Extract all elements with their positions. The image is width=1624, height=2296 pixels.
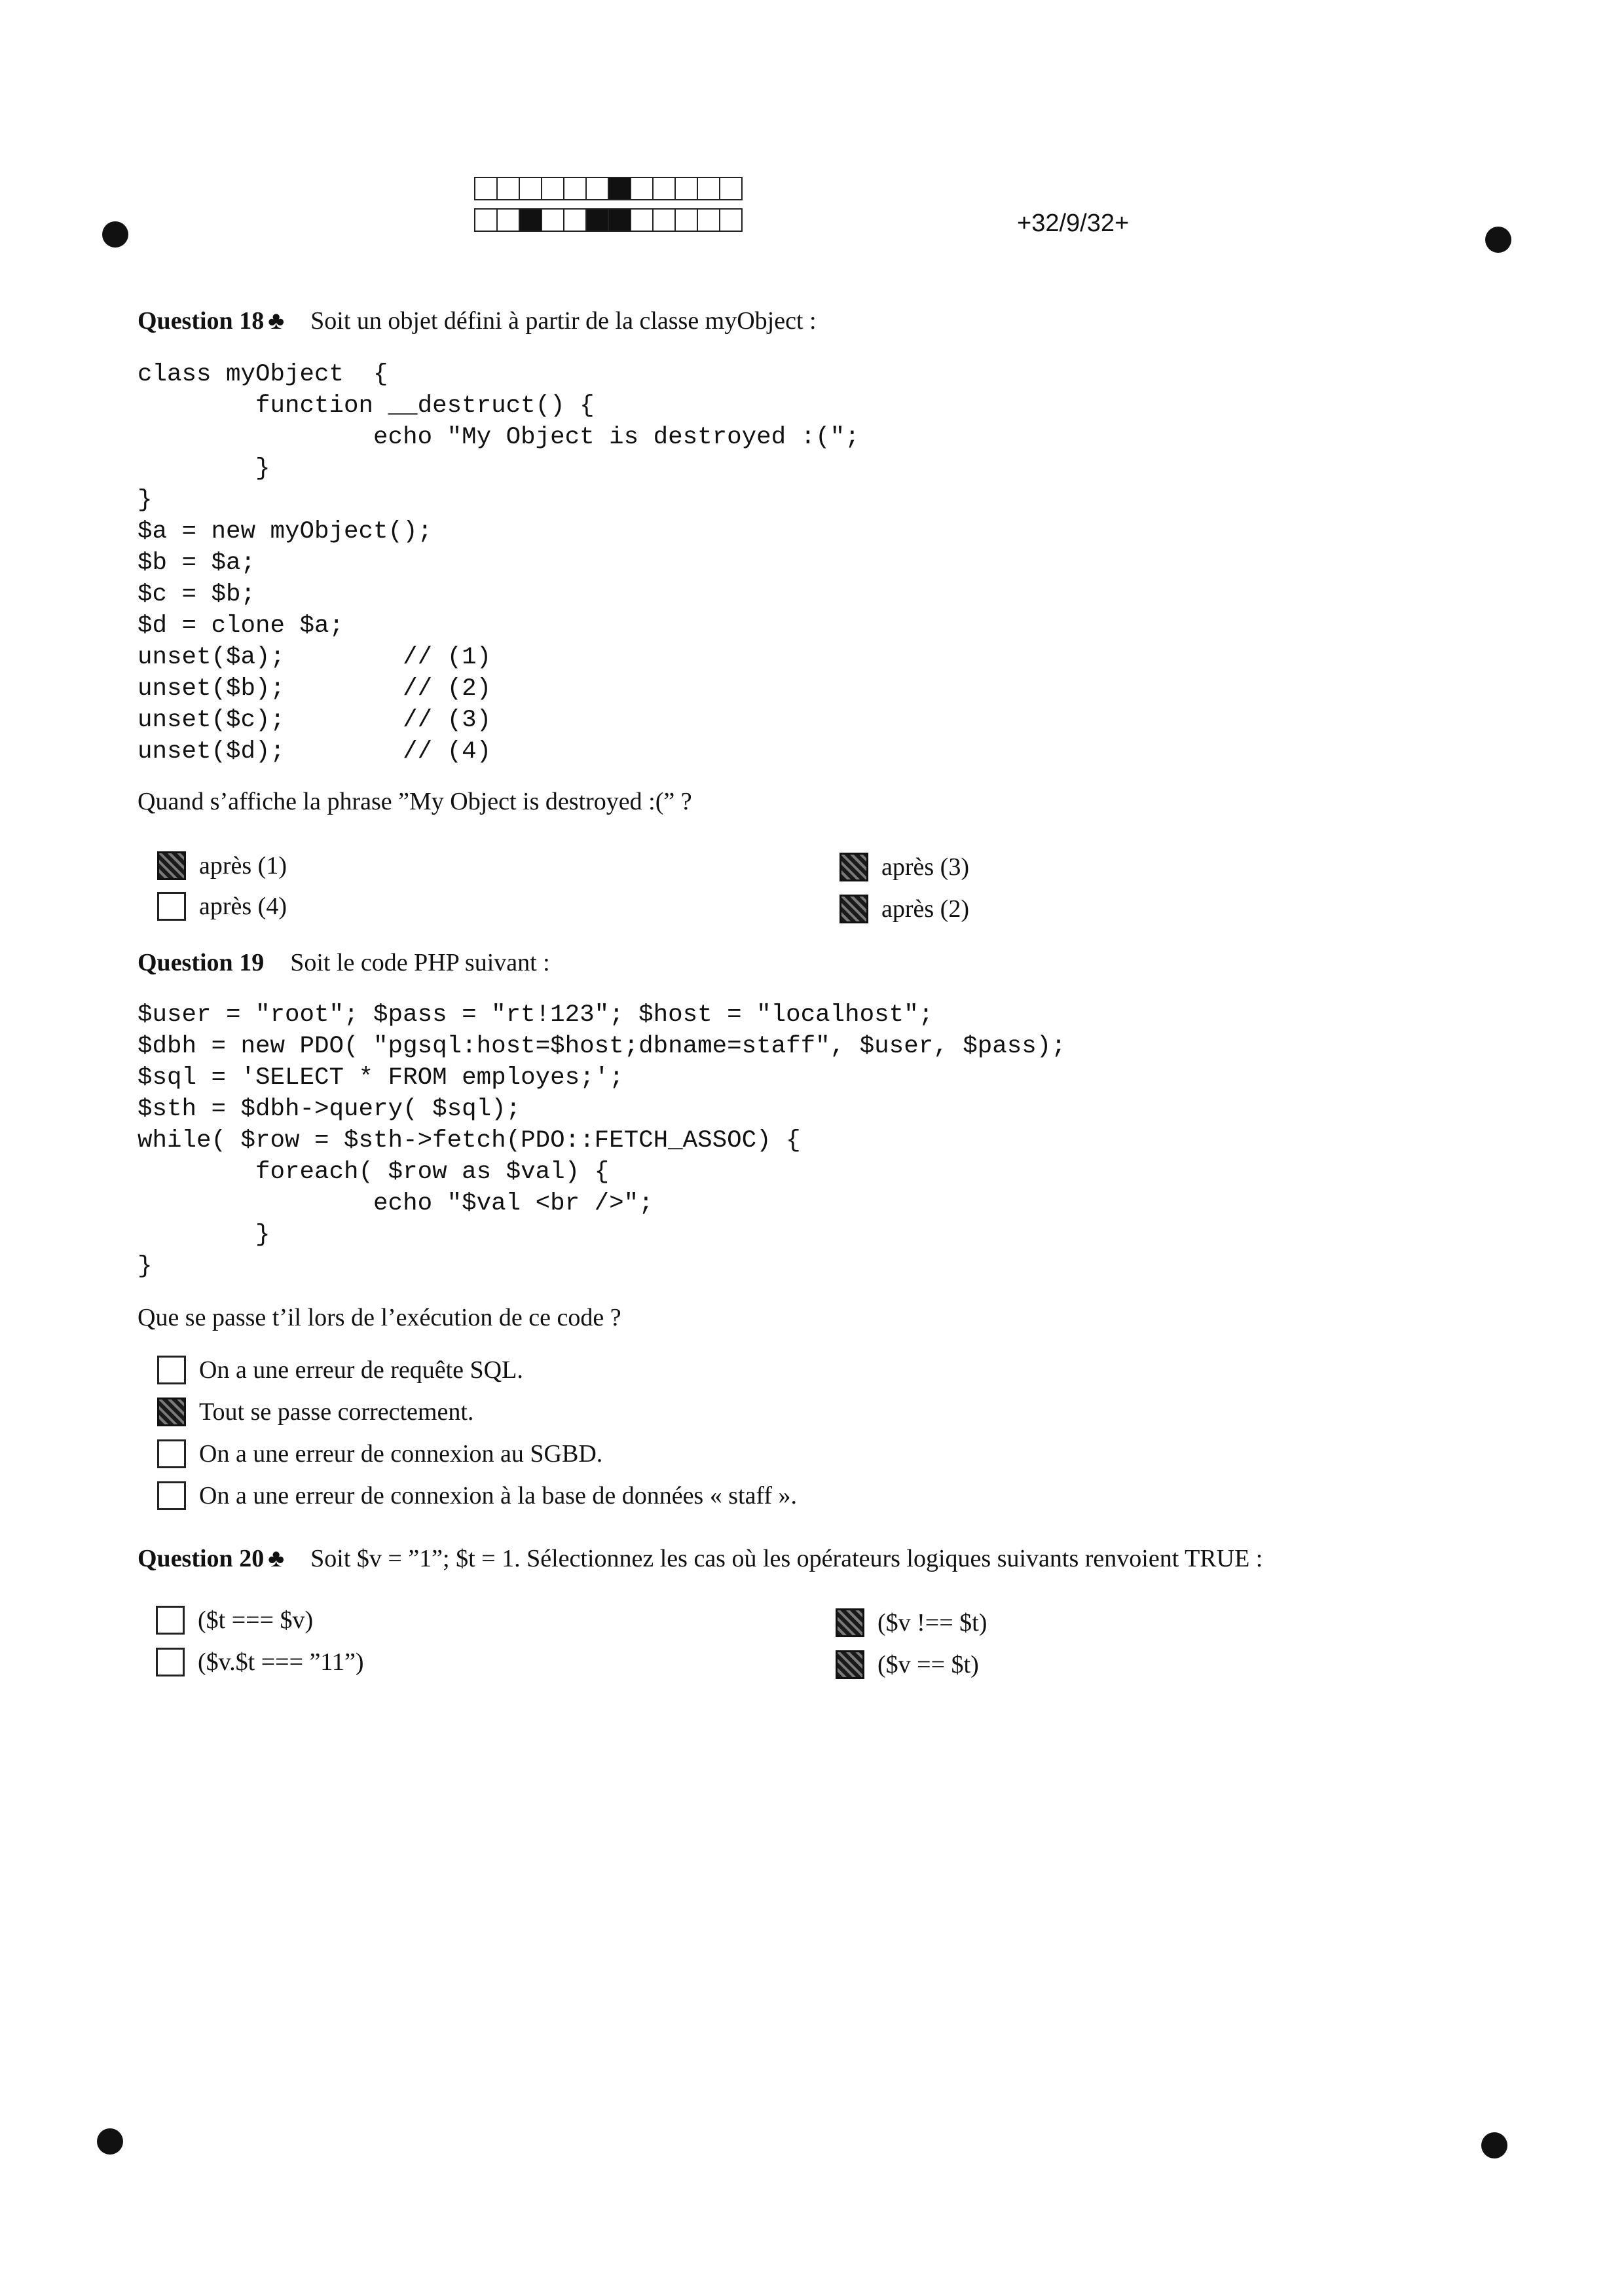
question-20-label: Question 20 <box>138 1545 265 1572</box>
question-18-code: class myObject { function __destruct() { echo "My Object is destroyed :("; } } $a = new myObject(); $b = $a; $c = $b; $d = clone $a; unset($a); // (1) unset($b); // (2) unset($c); // (3) unset($d); // (4) <box>138 361 860 766</box>
registration-dot-bottom-left <box>97 2128 123 2155</box>
q19-option-3[interactable] <box>157 1439 602 1468</box>
id-code-cell <box>474 208 498 232</box>
id-code-cell <box>674 177 698 200</box>
id-code-cell <box>697 208 720 232</box>
q19-option-2[interactable] <box>157 1398 473 1426</box>
id-code-cell <box>474 177 498 200</box>
id-code-cell <box>608 177 631 200</box>
checkbox[interactable] <box>157 1356 186 1384</box>
id-code-cell <box>719 208 743 232</box>
option-label: après (2) <box>881 895 969 923</box>
checkbox[interactable] <box>840 853 868 881</box>
id-code-cell <box>719 177 743 200</box>
option-label: après (4) <box>199 893 287 920</box>
q20-option-2[interactable] <box>156 1648 364 1676</box>
checkbox[interactable] <box>157 1439 186 1468</box>
club-icon: ♣ <box>268 1545 285 1572</box>
q19-option-4[interactable] <box>157 1481 797 1510</box>
option-label: Tout se passe correctement. <box>199 1398 474 1426</box>
question-18-text: Soit un objet défini à partir de la classe myObject : <box>310 307 817 335</box>
checkbox[interactable] <box>836 1608 864 1637</box>
q19-option-1[interactable] <box>157 1356 523 1384</box>
id-code-cell <box>563 208 587 232</box>
id-code-cell <box>519 177 542 200</box>
id-code-cell <box>563 177 587 200</box>
registration-dot-top-right <box>1485 227 1511 253</box>
id-code-cell <box>652 177 676 200</box>
checkbox[interactable] <box>157 851 186 880</box>
question-19-header <box>138 948 550 977</box>
id-code-row-2 <box>474 208 741 232</box>
checkbox[interactable] <box>157 892 186 921</box>
option-label: On a une erreur de connexion au SGBD. <box>199 1440 603 1468</box>
option-label: ($v == $t) <box>877 1651 979 1678</box>
q20-option-4[interactable] <box>836 1650 979 1679</box>
id-code-cell <box>541 177 564 200</box>
checkbox[interactable] <box>157 1398 186 1426</box>
option-label: après (3) <box>881 853 969 881</box>
question-19-code: $user = "root"; $pass = "rt!123"; $host = "localhost"; $dbh = new PDO( "pgsql:host=$host;dbname=staff", $user, $pass); $sql = 'SELECT * FROM employes;'; $sth = $dbh->query( $sql); while( $row = $sth->fetch(PDO::FETCH_ASSOC) { foreach( $row as $val) { echo "$val <br />"; } } <box>138 1001 1066 1280</box>
id-code-cell <box>585 208 609 232</box>
question-19-label: Question 19 <box>138 949 265 976</box>
question-19-prompt: Que se passe t’il lors de l’exécution de ce code ? <box>138 1304 621 1331</box>
id-code-cell <box>630 208 654 232</box>
id-code-cell <box>496 177 520 200</box>
question-19-text: Soit le code PHP suivant : <box>290 949 550 976</box>
q20-option-1[interactable] <box>156 1606 313 1635</box>
option-label: On a une erreur de requête SQL. <box>199 1356 523 1384</box>
registration-dot-bottom-right <box>1481 2132 1507 2158</box>
id-code-row-1 <box>474 177 741 200</box>
checkbox[interactable] <box>840 895 868 923</box>
id-code-cell <box>541 208 564 232</box>
option-label: On a une erreur de connexion à la base de données « staff ». <box>199 1482 798 1509</box>
q18-option-2[interactable] <box>157 892 287 921</box>
registration-dot-top-left <box>102 221 128 248</box>
id-code-cell <box>608 208 631 232</box>
id-code-cell <box>585 177 609 200</box>
id-code-cell <box>496 208 520 232</box>
checkbox[interactable] <box>156 1648 185 1676</box>
checkbox[interactable] <box>156 1606 185 1635</box>
club-icon: ♣ <box>268 307 285 335</box>
checkbox[interactable] <box>157 1481 186 1510</box>
question-20-text: Soit $v = ”1”; $t = 1. Sélectionnez les cas où les opérateurs logiques suivants renvoient TRUE : <box>310 1545 1263 1572</box>
option-label: ($t === $v) <box>198 1606 314 1634</box>
id-code-cell <box>697 177 720 200</box>
id-code-cell <box>519 208 542 232</box>
checkbox[interactable] <box>836 1650 864 1679</box>
q18-option-1[interactable] <box>157 851 287 880</box>
id-code-cell <box>674 208 698 232</box>
page-code: +32/9/32+ <box>1017 210 1130 237</box>
q18-option-3[interactable] <box>840 853 969 881</box>
question-18-label: Question 18 <box>138 307 265 335</box>
id-code-cell <box>652 208 676 232</box>
q18-option-4[interactable] <box>840 895 969 923</box>
id-code-cell <box>630 177 654 200</box>
question-18-header <box>138 306 817 335</box>
option-label: ($v.$t === ”11”) <box>198 1648 364 1676</box>
question-20-header <box>138 1544 1263 1573</box>
question-18-prompt: Quand s’affiche la phrase ”My Object is destroyed :(” ? <box>138 788 692 815</box>
option-label: après (1) <box>199 852 287 880</box>
q20-option-3[interactable] <box>836 1608 987 1637</box>
option-label: ($v !== $t) <box>877 1609 987 1637</box>
